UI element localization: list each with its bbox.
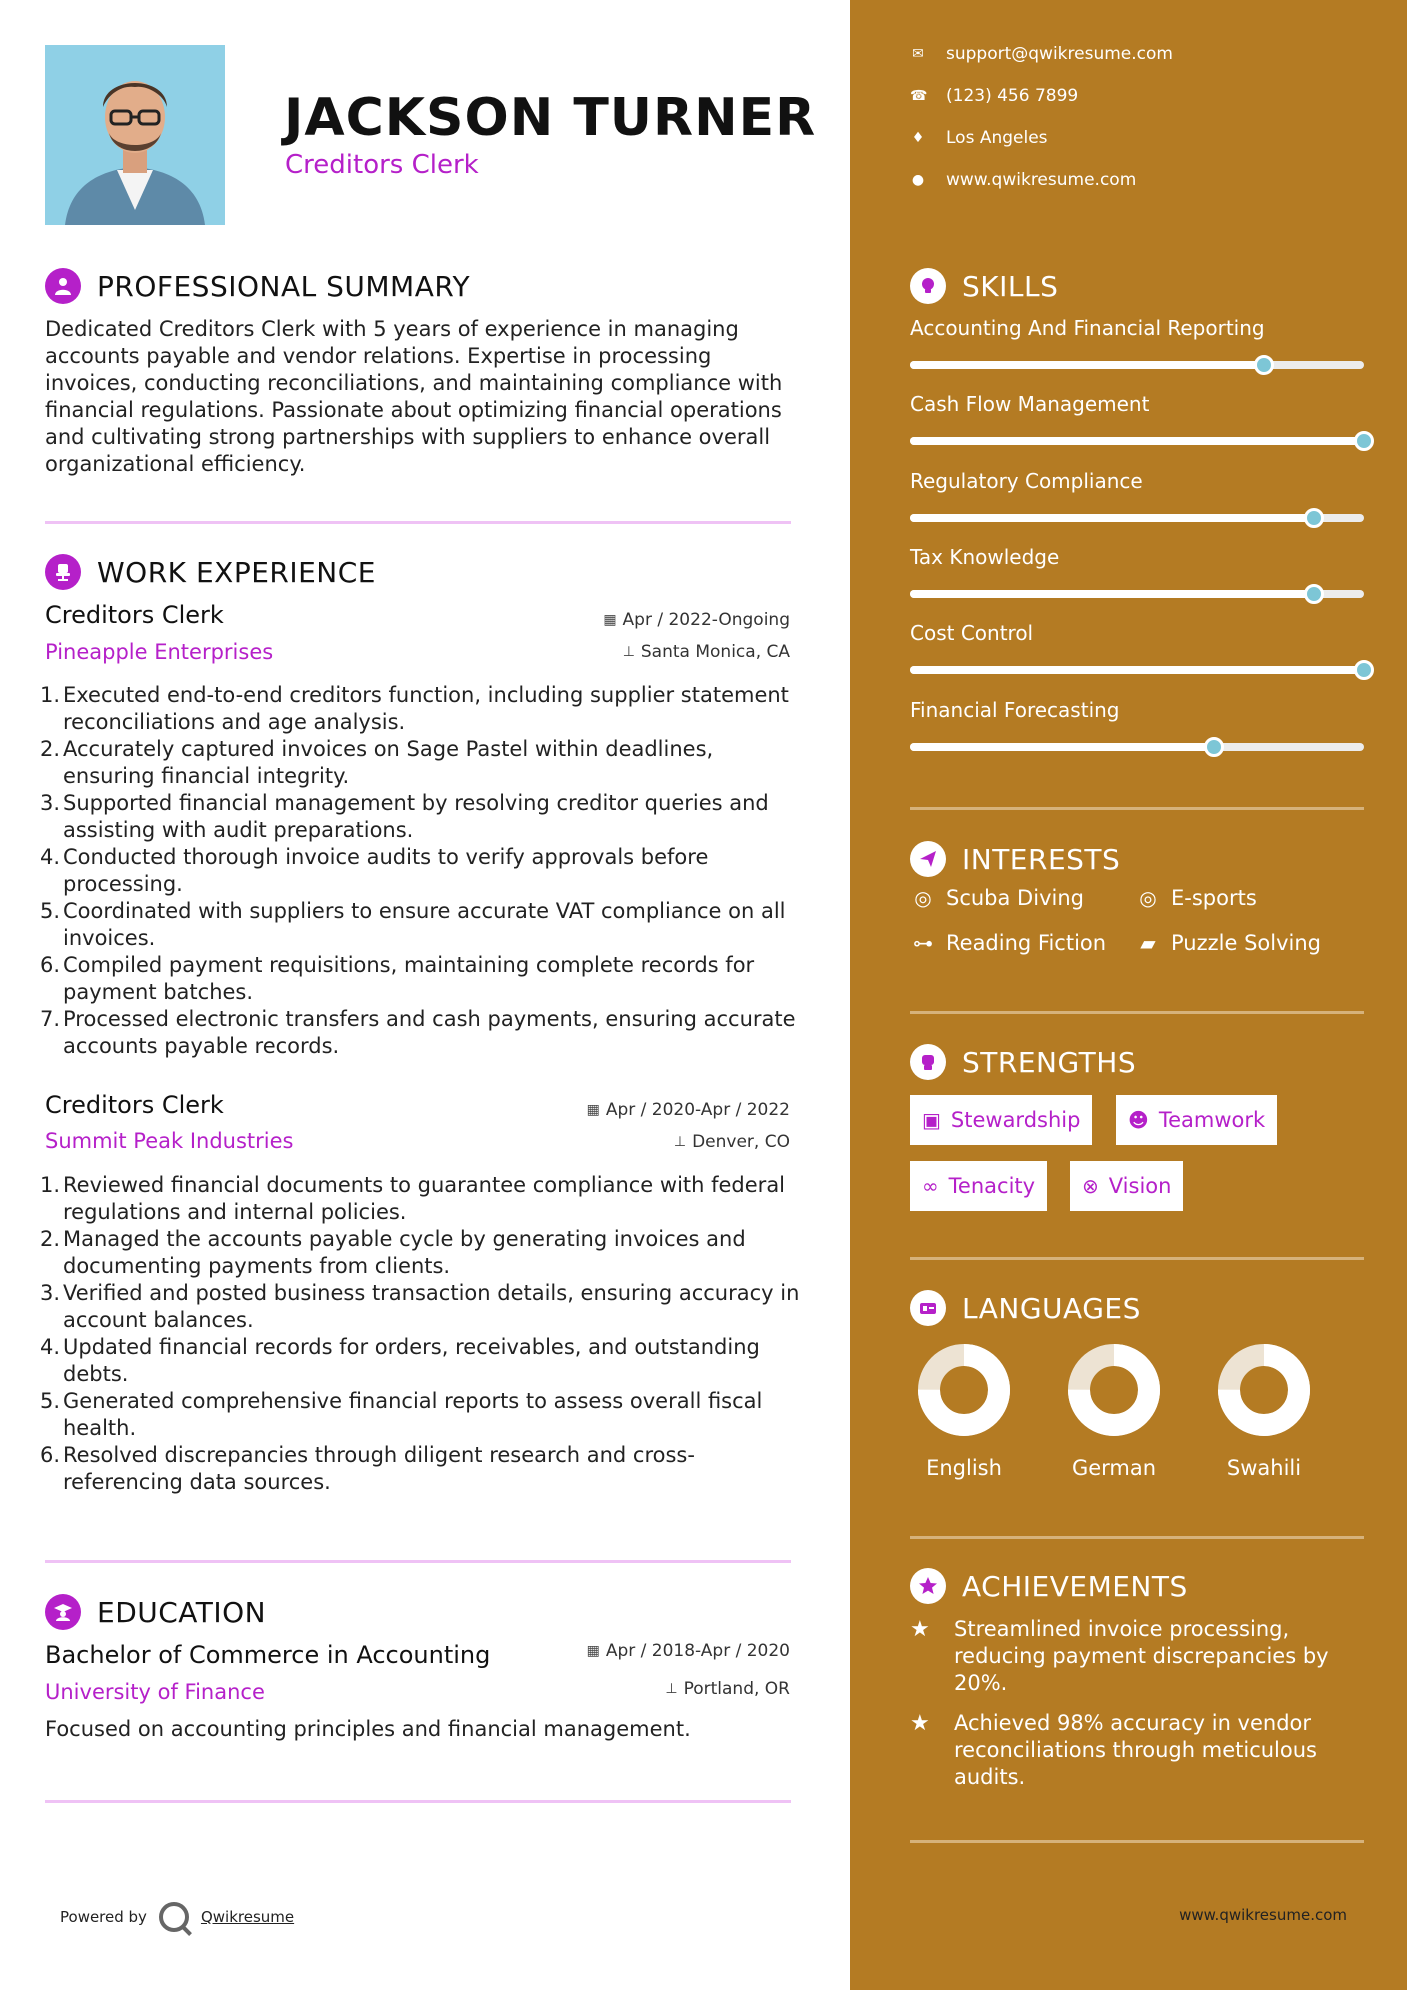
language-name: English [926,1456,1002,1480]
divider [45,521,791,524]
job-location [674,1132,790,1152]
list-item: 3. Supported financial management by resolving creditor queries and assisting with audit preparations. [40,791,769,842]
skill-knob [1204,737,1224,757]
interest-item: ◎ Scuba Diving [910,886,1084,910]
interest-item: ⊶ Reading Fiction [910,931,1106,955]
summary-text: Dedicated Creditors Clerk with 5 years of experience in managing accounts payable and vendor relations. Expertise in processing invoices, conducting reconciliations, and maintaining compliance with financial regulations. Passionate about optimizing financial operations and cultivating strong partnerships with suppliers to enhance overall organizational efficiency. [45,317,783,476]
education-location [665,1679,790,1699]
education-date-text: Apr / 2018-Apr / 2020 [605,1641,790,1661]
strength-tag: ∞ Tenacity [910,1161,1047,1211]
globe-icon: ● [911,172,925,188]
contact-phone[interactable] [910,86,1078,106]
fist-icon [910,1044,946,1080]
strengths-title: STRENGTHS [962,1045,1137,1079]
job-date-text: Apr / 2020-Apr / 2022 [605,1100,790,1120]
binoculars-icon: ⊗ [1082,1174,1099,1198]
graduate-icon [45,1594,81,1630]
strength-tag: ▣ Stewardship [910,1095,1092,1145]
language-ring [1066,1342,1162,1438]
divider [910,1536,1364,1539]
skill-knob [1304,584,1324,604]
skill-label: Regulatory Compliance [910,469,1143,493]
divider [910,1840,1364,1843]
calendar-icon: ▦ [586,1102,600,1118]
list-item: 5. Coordinated with suppliers to ensure accurate VAT compliance on all invoices. [40,899,786,950]
skill-bar [910,743,1364,751]
skill-bar [910,437,1364,445]
skill-knob [1354,431,1374,451]
sidebar [850,0,1407,1990]
interests-heading [910,841,1120,877]
job-company: Pineapple Enterprises [45,640,274,664]
language-name: Swahili [1226,1456,1302,1480]
list-item: 6. Resolved discrepancies through diligent research and cross-referencing data sources. [40,1443,695,1494]
skills-title: SKILLS [962,269,1059,303]
skill-bar [910,666,1364,674]
user-icon [45,268,81,304]
person-illustration [45,45,225,225]
contact-website-text: www.qwikresume.com [946,170,1137,190]
pin-icon: ⊥ [665,1681,678,1697]
translate-icon [910,1290,946,1326]
list-item: 7. Processed electronic transfers and cash payments, ensuring accurate accounts payable records. [40,1007,796,1058]
job-date [603,610,790,630]
education-heading [45,1594,266,1630]
paper-plane-icon [910,841,946,877]
achievements-title: ACHIEVEMENTS [962,1569,1188,1603]
language-item [1054,1342,1174,1480]
skill-label: Tax Knowledge [910,545,1060,569]
list-item: 2. Managed the accounts payable cycle by generating invoices and documenting payments from clients. [40,1227,746,1278]
star-icon [910,1568,946,1604]
skills-heading [910,268,1058,304]
list-item: 1. Reviewed financial documents to guarantee compliance with federal regulations and internal policies. [40,1173,786,1224]
strengths-heading [910,1044,1136,1080]
education-title: EDUCATION [97,1595,267,1629]
skill-bar [910,514,1364,522]
map-marker-icon: ♦ [911,130,925,146]
achievements-heading [910,1568,1188,1604]
star-icon: ★ [910,1711,930,1736]
contact-email-text: support@qwikresume.com [946,44,1173,64]
job-date [587,1100,790,1120]
skill-label: Cost Control [910,621,1034,645]
contact-location-text: Los Angeles [946,128,1048,148]
list-item: 4. Updated financial records for orders, receivables, and outstanding debts. [40,1335,760,1386]
language-name: German [1071,1456,1157,1480]
language-item [904,1342,1024,1480]
education-date [587,1641,790,1661]
star-icon: ★ [910,1617,930,1642]
contact-email[interactable] [910,44,1173,64]
powered-by [60,1902,294,1932]
job-location [623,642,790,662]
gamepad-icon: ⊶ [913,931,933,955]
envelope-icon: ✉ [912,46,924,62]
skill-bar [910,361,1364,369]
skill-knob [1354,660,1374,680]
calendar-icon: ▦ [603,612,617,628]
list-item: 3. Verified and posted business transaction details, ensuring accuracy in account balances. [40,1281,800,1332]
pin-icon: ⊥ [622,644,635,660]
skill-bar [910,590,1364,598]
lifebuoy-icon: ◎ [1139,886,1157,910]
qwikresume-logo-icon [159,1902,189,1932]
list-item: 5. Generated comprehensive financial reports to assess overall fiscal health. [40,1389,763,1440]
chair-icon [45,554,81,590]
calendar-icon: ▦ [586,1643,600,1659]
phone-icon: ☎ [910,88,928,104]
job-title: Creditors Clerk [45,601,224,629]
job-location-text: Santa Monica, CA [640,642,790,662]
summary-title: PROFESSIONAL SUMMARY [97,269,471,303]
brand-link[interactable]: Qwikresume [200,1908,295,1926]
summary-heading [45,268,470,304]
divider [45,1560,791,1563]
job-bullets [40,682,800,1060]
link-icon: ∞ [922,1174,939,1198]
languages-title: LANGUAGES [962,1291,1141,1325]
list-item: 2. Accurately captured invoices on Sage Pastel within deadlines, ensuring financial integrity. [40,737,714,788]
language-ring [916,1342,1012,1438]
skill-knob [1254,355,1274,375]
strength-tag: ☻ Teamwork [1116,1095,1277,1145]
contact-website[interactable] [910,170,1136,190]
strength-tag: ⊗ Vision [1070,1161,1183,1211]
experience-heading [45,554,376,590]
skill-label: Financial Forecasting [910,698,1120,722]
candidate-role: Creditors Clerk [285,150,479,180]
interests-title: INTERESTS [962,842,1121,876]
interest-item: ▰ Puzzle Solving [1135,931,1321,955]
divider [910,1257,1364,1260]
list-item: 6. Compiled payment requisitions, maintaining complete records for payment batches. [40,953,755,1004]
pin-icon: ⊥ [673,1134,687,1150]
achievement-item: ★ Achieved 98% accuracy in vendor reconciliations through meticulous audits. [910,1711,1317,1789]
job-bullets [40,1172,800,1496]
degree-title: Bachelor of Commerce in Accounting [45,1641,491,1669]
languages-heading [910,1290,1141,1326]
job-title: Creditors Clerk [45,1091,224,1119]
education-location-text: Portland, OR [683,1679,790,1699]
achievement-item: ★ Streamlined invoice processing, reducing payment discrepancies by 20%. [910,1617,1329,1695]
lifebuoy-icon: ◎ [914,886,932,910]
divider [910,807,1364,810]
interest-item: ◎ E-sports [1135,886,1257,910]
briefcase-icon: ▣ [922,1108,941,1132]
list-item: 1. Executed end-to-end creditors function, including supplier statement reconciliations and age analysis. [40,683,789,734]
powered-by-label: Powered by [60,1908,147,1926]
job-date-text: Apr / 2022-Ongoing [622,610,790,630]
candidate-name: JACKSON TURNER [284,88,817,148]
list-item: 4. Conducted thorough invoice audits to verify approvals before processing. [40,845,709,896]
language-item [1204,1342,1324,1480]
experience-title: WORK EXPERIENCE [97,555,376,589]
education-description: Focused on accounting principles and financial management. [45,1717,691,1741]
language-ring [1216,1342,1312,1438]
job-company: Summit Peak Industries [45,1129,294,1153]
contact-phone-text: (123) 456 7899 [946,86,1079,106]
skill-knob [1304,508,1324,528]
divider [45,1800,791,1803]
school-name: University of Finance [45,1680,265,1704]
divider [910,1011,1364,1014]
job-location-text: Denver, CO [692,1132,790,1152]
skill-label: Cash Flow Management [910,392,1150,416]
profile-photo [45,45,225,225]
lightbulb-icon [910,268,946,304]
users-icon: ☻ [1128,1108,1149,1132]
skill-label: Accounting And Financial Reporting [910,316,1265,340]
footer-url[interactable]: www.qwikresume.com [1179,1906,1347,1924]
book-icon: ▰ [1140,931,1156,955]
contact-location [910,128,1048,148]
